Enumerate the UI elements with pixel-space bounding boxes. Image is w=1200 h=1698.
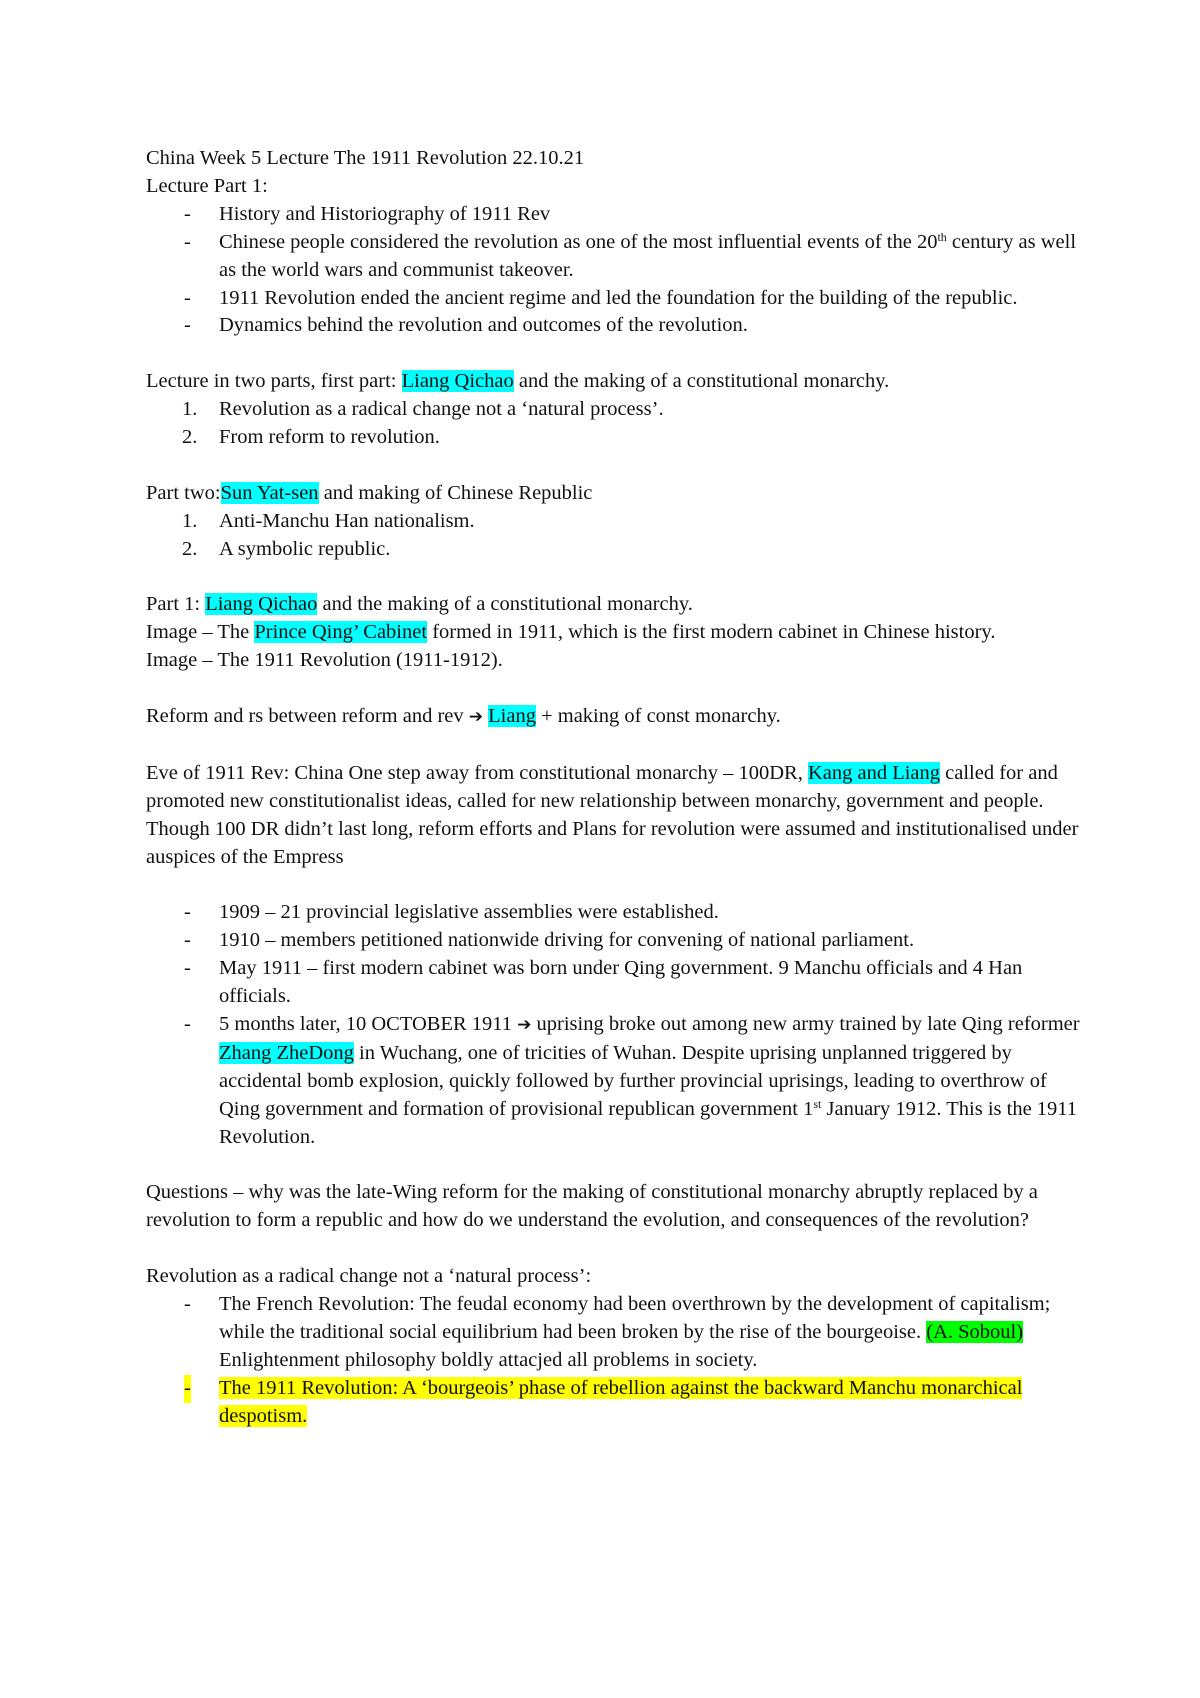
dash-marker: - [184,929,191,952]
highlight: Zhang ZheDong [219,1041,354,1064]
list-item: - 1910 – members petitioned nationwide driving for convening of national parliament. [146,927,1086,955]
eve-paragraph: Eve of 1911 Rev: China One step away from constitutional monarchy – 100DR, Kang and Liang called for and promoted new constitutionalist ideas, called for new relationship between monarchy, government and people. Though 100 DR didn’t last long, reform efforts and Plans for revolution were assumed and institutionalised under auspices of the Empress [146,761,1079,868]
part-two-line: Part two:Sun Yat-sen and making of Chinese Republic [146,481,593,504]
dash-marker: - [184,286,191,309]
highlight: Sun Yat-sen [220,481,319,504]
lecture-part-heading: Lecture Part 1: [146,174,268,197]
section1-heading: Part 1: Liang Qichao and the making of a constitutional monarchy. [146,593,693,616]
dash-marker: - [184,202,191,225]
intro-bullet-list [146,201,1086,341]
radical-bullet-list [146,1291,1086,1431]
list-item: - Dynamics behind the revolution and outcomes of the revolution. [146,312,1086,340]
list-item: 1. Revolution as a radical change not a ‘natural process’. [182,398,664,421]
arrow-right-icon: ➔ [468,707,483,728]
arrow-right-icon: ➔ [517,1015,532,1035]
document-title: China Week 5 Lecture The 1911 Revolution 22.10.21 [146,147,585,169]
dash-marker: - [184,1375,191,1403]
image-caption: Image – The Prince Qing’ Cabinet formed in 1911, which is the first modern cabinet in Chinese history. [146,621,996,644]
list-item: - The French Revolution: The feudal economy had been overthrown by the development of capitalism; while the traditional social equilibrium had been broken by the rise of the bourgeoise. (A. Soboul) Enlightenment philosophy boldly attacjed all problems in society. [184,1293,1051,1371]
highlight: The 1911 Revolution: A ‘bourgeois’ phase of rebellion against the backward Manchu monarchical despotism. [219,1376,1023,1427]
list-item: 2. From reform to revolution. [182,426,440,449]
highlight: Prince Qing’ Cabinet [254,621,428,644]
list-item: 1. Anti-Manchu Han nationalism. [182,509,475,532]
highlight: Liang [488,705,536,728]
dash-marker: - [184,1013,191,1035]
list-item: - Chinese people considered the revolution as one of the most influential events of the 20th century as well as the world wars and communist takeover. [184,229,1077,281]
list-item: - May 1911 – first modern cabinet was born under Qing government. 9 Manchu officials and 4 Han officials. [184,957,1023,1008]
list-item: 2. A symbolic republic. [182,537,391,560]
highlight: Liang Qichao [401,370,514,393]
list-item: - 1911 Revolution ended the ancient regime and led the foundation for the building of the republic. [146,285,1086,313]
list-item: - 5 months later, 10 OCTOBER 1911 ➔ uprising broke out among new army trained by late Qing reformer Zhang ZheDong in Wuchang, one of tricities of Wuhan. Despite uprising unplanned triggered by accidental bomb explosion, quickly followed by further provincial uprisings, leading to overthrow of Qing government and formation of provisional republican government 1st January 1912. This is the 1911 Revolution. [184,1013,1080,1148]
timeline-bullet-list [146,899,1086,1151]
dash-marker: - [184,957,191,980]
highlight: Kang and Liang [807,761,941,784]
dash-marker: - [184,230,191,253]
reform-line: Reform and rs between reform and rev ➔ Liang + making of const monarchy. [146,705,781,728]
part1-numbered-list [146,396,1086,452]
document-page [146,145,1086,1431]
radical-change-heading: Revolution as a radical change not a ‘natural process’: [146,1265,592,1288]
questions-paragraph: Questions – why was the late-Wing reform for the making of constitutional monarchy abruptly replaced by a revolution to form a republic and how do we understand the evolution, and consequences of the revolution? [146,1181,1038,1232]
part2-numbered-list [146,508,1086,564]
list-item: - History and Historiography of 1911 Rev [146,201,1086,229]
list-item [146,1375,1086,1431]
two-parts-line: Lecture in two parts, first part: Liang Qichao and the making of a constitutional monarchy. [146,370,890,393]
dash-marker: - [184,901,191,924]
highlight: (A. Soboul) [926,1320,1024,1343]
dash-marker: - [184,314,191,337]
dash-marker: - [184,1293,191,1316]
image-caption: Image – The 1911 Revolution (1911-1912). [146,649,503,672]
highlight: Liang Qichao [205,593,318,616]
list-item: - 1909 – 21 provincial legislative assemblies were established. [146,899,1086,927]
